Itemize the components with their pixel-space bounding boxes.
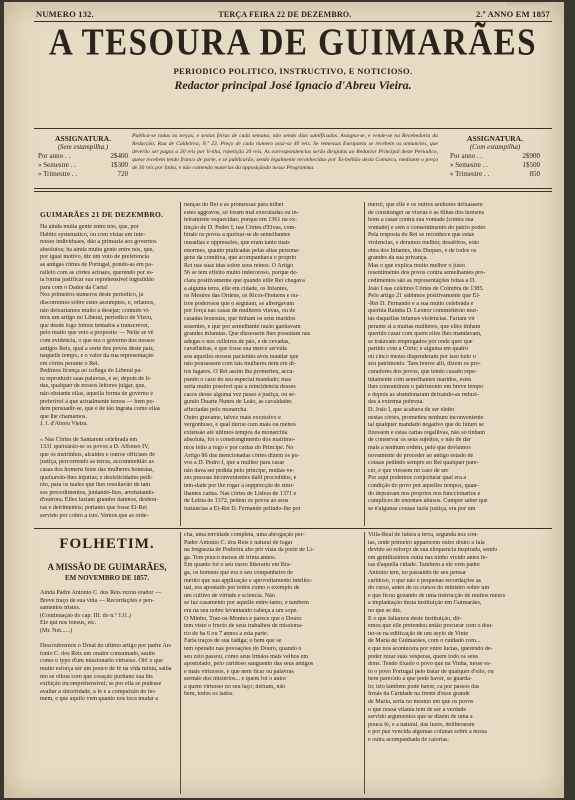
folhetim-column-2 bbox=[184, 532, 360, 794]
article-text-line: das á extrema pobreza. bbox=[368, 399, 424, 406]
folhetim-text-line: caridoso, o que não é pequenas recordações as bbox=[368, 577, 482, 584]
subscription-row bbox=[450, 161, 540, 170]
article-text-line: queixavão-lhes injurias; e desfelicidades pedi- bbox=[40, 474, 153, 481]
folhetim-text-line: Breve traço de sua vida — Recordações e pen- bbox=[40, 597, 155, 604]
folhetim-text-line: na freguezia de Podreira abo pôr vista da porte de Li- bbox=[184, 547, 314, 554]
folhetim-text-line: de Maria de Guimarães, com o cuidado com... bbox=[368, 638, 481, 645]
folhetim-text-line: (Continuação do cap. III. do n.º 131.) bbox=[40, 612, 131, 619]
period-label: » Semestre . . bbox=[38, 161, 76, 169]
notice-line: bellião desta Comarca, mediante o preço de 30 reis por linha, e não contendo materias da opposição bbox=[132, 157, 438, 171]
subscription-row bbox=[38, 152, 128, 161]
article-text-line: ra reproduzir suas palavras, e se, depois de li- bbox=[40, 375, 151, 382]
column-divider bbox=[180, 202, 181, 526]
article-text-line: que os meirinhos, alcaides e outros officiaes de bbox=[40, 451, 155, 458]
article-text-line: resses individuaes, dão a primazia aos governos bbox=[40, 239, 157, 246]
price: 2$900 bbox=[522, 152, 540, 160]
folhetim-text-line: mérito que sua applicação e aproveitamento intellec- bbox=[184, 577, 313, 584]
folhetim-text-line: e que ficou gozando de uma instrucção de muitos mezes bbox=[368, 592, 506, 599]
article-text-line: pelo muito que veio a proposito — Nelle se vê bbox=[40, 330, 154, 337]
folhetim-text-line: tem operado nas povoações do Douro, quando o bbox=[184, 645, 302, 652]
column-divider bbox=[180, 532, 181, 794]
article-text-line: que lhe chamamos. bbox=[40, 413, 87, 420]
column-divider bbox=[364, 202, 365, 526]
price: 1$500 bbox=[522, 161, 540, 169]
folhetim-rule bbox=[34, 528, 552, 529]
notice-bottom-rule-2 bbox=[34, 191, 552, 192]
article-text-line: ousadias e oppressões, que eram tanto mais bbox=[184, 239, 290, 246]
masthead-subtitle: PERIODICO POLITICO, INSTRUCTIVO, E NOTICIOSO. bbox=[173, 66, 413, 76]
article-text-line: servido por cobro a isto. Vemos que as orde- bbox=[40, 512, 149, 519]
folhetim-banner: FOLHETIM. bbox=[59, 536, 155, 552]
article-text-line: por igual motivo, diz um voto de preferencia bbox=[40, 254, 149, 261]
article-text-line: Nos primeiros numeros deste periodico, já bbox=[40, 292, 144, 299]
folhetim-text-line: exibição incomprehensivel; se por ella se pudesse bbox=[40, 681, 162, 688]
article-text-line: grandes infamias. Que dissessem lhes possuiam nas bbox=[184, 331, 311, 338]
editor-line: Redactor principal José Ignacio d'Abreu Vieira. bbox=[174, 78, 412, 92]
article-text-line: nanças do Rei e as promessas para tolher bbox=[184, 202, 284, 208]
article-text-line: teiramente esquecidas; porque em 1361 na ex- bbox=[184, 217, 298, 224]
article-text-line: estes aggravos, só foram mal executadas ou in- bbox=[184, 209, 299, 216]
article-text-line: fizessem e estas cartas regallivas, não só tinham bbox=[368, 429, 486, 436]
folhetim-text-line: Padre Antonio C. dos Reis é natural de logar bbox=[184, 539, 293, 546]
article-text-line: tas daquellas infames violencias. Fariam vir bbox=[368, 315, 475, 322]
article-text-line: absolutos; ha ainda muita gente entre nós, que, bbox=[40, 246, 154, 253]
article-text-line: a alguma terra, elle em cidade, os Infantes, bbox=[184, 285, 289, 292]
article-text-line: seu patrimonio. Taes houve alli, dizem os pro- bbox=[368, 361, 481, 368]
article-text-line: e depois as abandonaram deixando-as reduzi- bbox=[368, 391, 479, 398]
article-text-line: Outro gravame, talvez mais excessivo e bbox=[184, 414, 281, 421]
article-text-line: extensão até ultimos tempos da monarchia bbox=[184, 429, 288, 436]
article-text-line: naquelle tempo, e o valor da sua representação bbox=[40, 353, 154, 360]
article-text-line: Pelo artigo 21 sábhmos positivamente que El- bbox=[368, 293, 481, 300]
article-text-line: « Nas Côrtes de Santarem celebrada em bbox=[40, 436, 138, 443]
notice-top-rule bbox=[34, 128, 552, 129]
notice-line: se, e vende-se na Recebedoria da Redacção, Rua de Caldeiroa, N.º 23. Preço de cada numero avul- bbox=[132, 133, 438, 147]
article-text-line: curadores dos povos, que tendo casado repe- bbox=[368, 369, 477, 376]
folhetim-text-line: E o que faltamos deste instituição, dir- bbox=[368, 615, 462, 622]
folhetim-text-line: em gentilíssimos outra nas ninho vivido antes fe- bbox=[368, 554, 488, 561]
article-text-line: violencias, e deramos melhor, desafôros, erão bbox=[368, 239, 480, 246]
subscription-row bbox=[38, 161, 128, 170]
folhetim-text-line: muito esforça ser um pouco de fé na vida mixta, saiba bbox=[40, 665, 172, 672]
article-text-line: ras e detrimentos; portanto que fosse El-Rei bbox=[40, 504, 147, 511]
article-text-line: Pela resposta do Rei se reconhece que estas bbox=[368, 232, 475, 239]
notice-bottom-rule bbox=[34, 188, 552, 189]
article-text-line: preferivel á que actualmente temos — bem po- bbox=[40, 398, 155, 405]
article-text-line: J. I. d'Abreu Vieira. bbox=[40, 421, 88, 428]
article-text-line: aos aquelles nossos pacientes avós mandar que bbox=[184, 353, 299, 360]
article-text-line: Mas o que explica muito melhor o justo bbox=[368, 262, 465, 269]
subscription-box-right bbox=[450, 134, 540, 179]
subscription-row bbox=[450, 152, 540, 161]
price: 1$300 bbox=[110, 161, 128, 169]
folhetim-text-line: lo; isto tambem pode haver, cá por passos das bbox=[368, 683, 480, 690]
article-text-line: casadas honestas, que tinham os seus maridos bbox=[184, 315, 296, 322]
article-text-line: d'outrora. Elles faziam grandes damnos, deshon- bbox=[40, 497, 159, 504]
period-label: Por anno . . bbox=[450, 152, 483, 160]
period-label: » Trimestre . . bbox=[38, 170, 78, 178]
folhetim-text-line: avaliar a sinceridade, a fé e a compaixão do ho- bbox=[40, 688, 157, 695]
article-text-line: não dava ser pedida pelo principe, muitas ve- bbox=[184, 467, 295, 474]
article-text-line: D. João I, que acabava de ser eleito bbox=[368, 407, 455, 414]
folhetim-text-line: poder rezar suas vésperas, quem todo os seus bbox=[368, 653, 478, 660]
article-text-line: mercê, que elle e os outros senhores deixassem bbox=[368, 202, 483, 208]
folhetim-column-1 bbox=[40, 590, 176, 790]
article-text-line: gens da comitiva, que acompanhava o proprio bbox=[184, 255, 297, 262]
folhetim-text-line: como o typo d'um missionario virtuoso. Oh! o que bbox=[40, 658, 163, 665]
notice-line: so 40 reis. Se remessas Europaeia se recebem os annuncios, que deverão ser pagos a 30 reis por li- bbox=[132, 141, 439, 155]
subscription-row bbox=[450, 170, 540, 179]
article-text-line: João I nas celebres Côrtes de Coimbra de 1385. bbox=[368, 285, 484, 292]
article-text-line: com evidencia, o que era o governo dos nossos bbox=[40, 337, 155, 344]
article-text-line: do depravam nos proprios nos funccionarios e bbox=[368, 490, 481, 497]
article-text-line: ta forma justificar sua reprehensivel ingratidão bbox=[40, 277, 154, 284]
folhetim-text-line: Em quanto foi o seu curso litterario em Bra- bbox=[184, 562, 292, 569]
article-text-line: os Mestres das Ordens, os Ricos-Homens e ou- bbox=[184, 293, 300, 300]
issue-number: NUMERO 132. bbox=[36, 9, 94, 19]
folhetim-text-line: no que se diz. bbox=[368, 607, 402, 614]
article-column-3 bbox=[368, 202, 548, 526]
article-text-line: adegas e nos celleiros de pão, e de cevadas, bbox=[184, 338, 290, 345]
period-label: Por anno . . bbox=[38, 152, 71, 160]
period-label: » Semestre . . bbox=[450, 161, 488, 169]
folhetim-text-line: pouca fé, e a natural, das luzes, deliberaram bbox=[368, 721, 475, 728]
article-text-line: em côrtes perante o Rei. bbox=[40, 360, 100, 367]
folhetim-text-line: sermão dos mistérios... e quem foi o autor bbox=[184, 676, 287, 683]
article-text-line: nios feito a rogo e por cartas do Principe. No bbox=[184, 445, 294, 451]
article-text-line: zes pessoas inconvenientes dalli procedidos, e bbox=[184, 475, 297, 482]
issue-year: 2.º ANNO EM 1857 bbox=[475, 9, 550, 19]
article-text-line: novamente de proceder ao antigo estado de bbox=[368, 452, 474, 459]
folhetim-column-3 bbox=[368, 532, 548, 794]
article-text-line: ou cinco mezes dispenderam por isso todo o bbox=[368, 353, 476, 360]
article-text-line: tidamente com semelhantes maridos, estes bbox=[368, 376, 472, 383]
folhetim-text-line: mo se olhou com que coração puritano sua his bbox=[40, 673, 153, 680]
article-text-line bbox=[40, 429, 176, 437]
article-text-line: cer, e que viessem no caso de ser bbox=[368, 467, 449, 474]
notice-line: Publica-se todas as terças, e sextas feiras de cada semana, não sendo dias santificados. Assigna- bbox=[132, 133, 360, 139]
folhetim-text-line: to o povo Portugal pelo tratar de qualquer d'ello, ou bbox=[368, 668, 494, 675]
article-text-line: não obstante ellas, aquella forma de governo é bbox=[40, 391, 154, 398]
subscription-note: (Com estampilha) bbox=[469, 143, 521, 151]
article-text-line: tros poderosos que o seguiam, se albergavam bbox=[184, 300, 295, 307]
folhetim-text-line: ter-se na edificação de um asylo de Vinte bbox=[368, 630, 469, 637]
folhetim-text-line: ga. Tem pouco menos de trinta annos. bbox=[184, 554, 277, 561]
article-text-line: das, qualquer de nossos leitores julgar, que, bbox=[40, 383, 146, 390]
folhetim-text-line: Ainda Padre Antonio C. dos Reis rezou orador — bbox=[40, 590, 162, 596]
folhetim-text-line: bem, todos os lados. bbox=[184, 691, 234, 698]
folhetim-text-line: a implantação desta instituição em Guimarães, bbox=[368, 600, 482, 607]
article-text-line: casos desse alguma vez passo á justiça, ou se- bbox=[184, 391, 296, 398]
article-text-line: vontade) e sem o consentimento do pátrio poder. bbox=[368, 224, 487, 231]
article-text-line: Habito systematico, ou com vistas em inte- bbox=[40, 231, 146, 238]
folhetim-text-line: servido argumentos que se dizem de uma a bbox=[368, 714, 473, 721]
folhetim-text-line: (Mr. Net......) bbox=[40, 627, 73, 634]
article-text-line: discorremos sobre estes assumptos, e, orlamos, bbox=[40, 299, 155, 306]
article-text-line: absoluta, foi o constrangimento dos matrimo- bbox=[184, 437, 296, 444]
folhetim-text-line bbox=[40, 636, 176, 644]
folhetim-text-line: devido ao esforço de sua eloquencia inspirada, sendo bbox=[368, 547, 498, 554]
folhetim-text-line: bem parecido a que pode haver, se guarda- bbox=[368, 676, 472, 683]
article-text-line: se n'algunas cousas fazia justiça, era por um bbox=[368, 505, 476, 512]
article-text-line: clara positivamente que quando ellle Rei chegava bbox=[184, 277, 305, 284]
folhetim-text-line: e outra acompanhada de calorias. bbox=[368, 737, 450, 744]
article-text-line: as antigas côrtes de Portugal, pondo-as em pa- bbox=[40, 261, 154, 268]
article-text-line: 56 se tem effeito muito indecoroso, porque de- bbox=[184, 270, 298, 277]
article-text-line: mos um artigo no Liberal, periodico de Vizeu, bbox=[40, 315, 153, 322]
newspaper-page bbox=[4, 2, 564, 798]
article-text-line: de Leiria de 1372, pedem os povos ao seus bbox=[184, 498, 289, 505]
article-text-line: de conservar os seus sujeitos, e não de dar bbox=[368, 437, 471, 444]
folhetim-text-line: ual, era apontado por todos como o exemplo de bbox=[184, 585, 300, 592]
folhetim-text-line: a quem virtuoso no seu laço; deixam, não bbox=[184, 683, 286, 690]
article-text-line: partido com a Côrte; e alguma em quatro bbox=[368, 346, 469, 353]
article-text-line: rão, para os males que lhes resultavão de tam bbox=[40, 482, 151, 489]
folhetim-text-line: apostolado, pelo caridoso sanguento das seus amigos bbox=[184, 661, 314, 668]
folhetim-text-line: era na seu nobre levantando cabeça a um sopé. bbox=[184, 607, 298, 614]
article-text-line: pando o caso do seu especial mandado; mas bbox=[184, 376, 292, 383]
notice-line: do nosso Programma. bbox=[265, 165, 315, 171]
article-text-line: Ha ainda muita gente entre nós, que, por bbox=[40, 224, 139, 230]
article-text-line: de constranger as viuvas e as filhas dos homens bbox=[368, 209, 485, 216]
folhetim-text-line: Antonio tem, no passando de seu pensar bbox=[368, 569, 466, 576]
subscription-note: (Sem estampilha.) bbox=[57, 143, 109, 151]
folhetim-text-line: e mais virtuosos, e que nem ficar ou palavras bbox=[184, 668, 294, 675]
library-stamp bbox=[506, 2, 546, 5]
folhetim-text-line: Faria traços de sua fadiga; o bem que se bbox=[184, 638, 282, 645]
article-text-line: Artigo 86 das mencionadas côrtes dizem os po- bbox=[184, 452, 300, 459]
notice-line: se recebem tendo franco de porte, e se publicarão, sendo legalmente reconhecidas por Ta- bbox=[140, 157, 345, 163]
folhetim-text-line: e por paz vencida algumas colunas sobre a nossa bbox=[368, 729, 487, 736]
article-text-line: tal qualquer mandado negativo que de futuro se bbox=[368, 422, 484, 429]
folhetim-text-line: Irmãs da Caridade na frente d'esse grande bbox=[368, 691, 470, 698]
article-text-line: 1331 queixárão-se os povos a D. Affonso IV, bbox=[40, 444, 150, 451]
folhetim-text-line: dons. Tendo fixado o povo que na Vinha, nesse es- bbox=[368, 661, 492, 668]
subscription-row bbox=[38, 170, 128, 179]
article-text-line: para com o Dador da Carta! bbox=[40, 284, 108, 291]
article-text-line: lhantes cartas. Nas côrtes de Lisboa de 1371 e bbox=[184, 490, 297, 497]
folhetim-text-line: cha, uma envidade completa, uma abrogação per- bbox=[184, 532, 305, 538]
period-label: » Trimestre . . bbox=[450, 170, 490, 178]
folhetim-text-line: e que nos acontecera por entre luctas, querendo de- bbox=[368, 645, 493, 652]
article-text-line: Pedimos licença ao collega do Liberal pa- bbox=[40, 368, 143, 375]
article-text-line: Por aqui podemos conjecturar qual era a bbox=[368, 475, 467, 482]
article-text-line: antigos Reis, qual a sorte dos povos deste paiz, bbox=[40, 345, 155, 352]
article-text-line: que desde logo fomos tentados a transcrever, bbox=[40, 322, 150, 329]
article-text-line: não deixariamos muito a desejar; contudo vi- bbox=[40, 307, 150, 314]
article-heading: GUIMARÃES 21 DE DEZEMBRO. bbox=[40, 210, 164, 219]
subscription-heading: ASSIGNATURA. bbox=[55, 134, 111, 143]
article-text-line: tinção de D. Pedro I, nas Côrtes d'Elvas, com- bbox=[184, 224, 297, 231]
issue-date: TERÇA FEIRA 22 DE DEZEMBRO. bbox=[218, 9, 352, 19]
publication-notice bbox=[132, 132, 438, 172]
folhetim-text-line: o que nossa vilania tem de ser a verdade bbox=[368, 706, 467, 713]
article-text-line: casas dos homens bons das mulheres honestas, bbox=[40, 467, 154, 473]
folhetim-text-line: de Maria, seria no mesmo em que os povos bbox=[368, 699, 474, 706]
article-text-line: vergonhoso, e qual durou com mais ou menos bbox=[184, 422, 296, 429]
article-text-line: instancias a El-Rei D. Fernando pelindo-lhe por bbox=[184, 505, 301, 512]
article-text-line: cedimentos são as representações feitas a D. bbox=[368, 277, 476, 284]
folhetim-text-line: O Minho, Traz-os-Montes e parece que o Douro bbox=[184, 615, 302, 622]
article-text-line: não pousassem com tais mulheres nem em di- bbox=[184, 361, 296, 368]
article-column-2 bbox=[184, 202, 360, 526]
article-text-line: binão os povos a queixar-se de semelhantes bbox=[184, 232, 291, 239]
article-text-line: sos procedimentos, juntando-lhes, arrebatando- bbox=[40, 489, 156, 496]
folhetim-text-line: Ele qui nos tonsus, etc. bbox=[40, 620, 97, 627]
article-text-line: ausentes, e que por semelhante razão ganhavam bbox=[184, 323, 301, 330]
article-text-line: enormes, quanto praticadas pelas altas persona- bbox=[184, 247, 300, 254]
price: 850 bbox=[529, 170, 540, 178]
folhetim-date: EM NOVEMBRO DE 1857. bbox=[65, 574, 149, 582]
folhetim-text-line: ras d'aquella cidade. Tambem a ele vem padre bbox=[368, 562, 480, 569]
folhetim-text-line: do curso, antes de os cursos do ministro sobre um bbox=[368, 585, 490, 592]
price: 2$400 bbox=[110, 152, 128, 160]
subscription-box-left bbox=[38, 134, 128, 179]
column-divider bbox=[364, 532, 365, 794]
price: 720 bbox=[117, 170, 128, 178]
article-text-line: nestas côrtes, prometteu nenhum inconveniente bbox=[368, 414, 484, 421]
article-text-line: obra dos Infantes, dos Duques, e de todos os bbox=[368, 247, 477, 254]
article-text-line: lhes consumiram o patrimonio em breve tempo bbox=[368, 384, 484, 391]
article-text-line: perante si a muitas mulheres, que elles tinham bbox=[368, 323, 481, 330]
article-text-line: seria muito possivel que a reincidencia desses bbox=[184, 384, 296, 391]
folhetim-text-line: ga, os homens que era o seu companheiro de bbox=[184, 569, 293, 576]
article-text-line: mais a nenhum ordem, pelo que deviamos bbox=[368, 445, 471, 451]
article-text-line: bons a casar contra sua vontade (contra sua bbox=[368, 217, 474, 224]
masthead-title: A TESOURA DE GUIMARÃES bbox=[48, 22, 538, 64]
folhetim-text-line: rio de ha 6 ou 7 annos a esta parte. bbox=[184, 630, 269, 637]
folhetim-text-line: seu zelo passou, como seus irmãos mais velhos em bbox=[184, 653, 309, 660]
article-text-line: se tratavam empregados por onde quer que bbox=[368, 338, 473, 345]
header-line bbox=[36, 8, 550, 20]
subscription-heading: ASSIGNATURA. bbox=[467, 134, 523, 143]
article-text-line: justiça, percorrendo as terras, accommettião as bbox=[40, 459, 154, 466]
folhetim-text-line: tonio C. dos Reis um orador consumado, assim bbox=[40, 650, 155, 657]
folhetim-text-line: Descoubremos o Dreal do ultimo artigo por padre An- bbox=[40, 643, 172, 650]
folhetim-text-line: se faz casamento por aquelle entre-tanto, e tambem bbox=[184, 600, 309, 607]
article-text-line: por força nas casas de mulheres viuvas, ou de bbox=[184, 308, 296, 315]
article-text-line: vos a D. Pedro I, que a mulher para casar bbox=[184, 460, 285, 467]
folhetim-text-line: um cultivo de virtude e sciencia. Não bbox=[184, 592, 275, 599]
article-text-line: affectadas pelo monarcha. bbox=[184, 407, 248, 414]
notice-line: nha, repetição 20 reis. As correspondencias serão dirigidas ao Redactor Principal deste Periodico, que bbox=[132, 149, 439, 163]
article-text-line: resentimento dos povos contra semelhantes pro- bbox=[368, 270, 486, 277]
article-column-1 bbox=[40, 224, 176, 524]
article-text-line: condição do povo por aquelles tempos, quan- bbox=[368, 482, 479, 489]
article-text-line: rallelo com as côrtes actuaes, querendo por es- bbox=[40, 269, 154, 276]
article-text-line: Rei nas suas idas sobre seus reinos. O Artigo bbox=[184, 262, 294, 269]
folhetim-text-line: tas, onde primeiro apparecem outro douto a fala bbox=[368, 539, 485, 546]
folhetim-text-line: Villa-Real de fatura a terra, segunda nos con- bbox=[368, 532, 479, 538]
folhetim-text-line: emos que elle pretendeu então procurar com o dou- bbox=[368, 623, 494, 630]
folhetim-text-line: samentos tristes. bbox=[40, 605, 81, 612]
article-text-line: tos lugares. O Rei assim lha prometteu, accu- bbox=[184, 369, 295, 376]
article-text-line: cumplices de enormes abusos. Cumpre saber que bbox=[368, 498, 488, 505]
article-text-line: querido casar com quem elles lhes mandavam, bbox=[368, 331, 482, 338]
article-text-line: tem-dade por lhe rogar a supprecção de simi- bbox=[184, 482, 295, 489]
article-text-line: gundo Duarte Nunes de Leão, as cavaldades bbox=[184, 399, 292, 406]
article-text-line: dem persuadir-se, que é de tão ingrata como ellas bbox=[40, 406, 161, 413]
folhetim-title: A MISSÃO DE GUIMARÃES, bbox=[47, 562, 167, 572]
article-text-line: -Rei D. Fernando e a sua muito celebrada e bbox=[368, 300, 474, 307]
article-text-line: cavalheiras, e que fosse sua merce servida bbox=[184, 346, 287, 353]
article-text-line: querida Rainha D. Leonor commettérão mui- bbox=[368, 308, 478, 315]
folhetim-text-line: tem visto o fructo de seus trabalhos de missiona- bbox=[184, 623, 303, 630]
article-text-line: cousas pedindo sempre ao Rei qualquer pare- bbox=[368, 460, 479, 467]
folhetim-text-line: mem, e que aquilo vem quanto nos toca mudar a bbox=[40, 696, 159, 703]
article-text-line: grandes da sua privança. bbox=[368, 255, 428, 262]
